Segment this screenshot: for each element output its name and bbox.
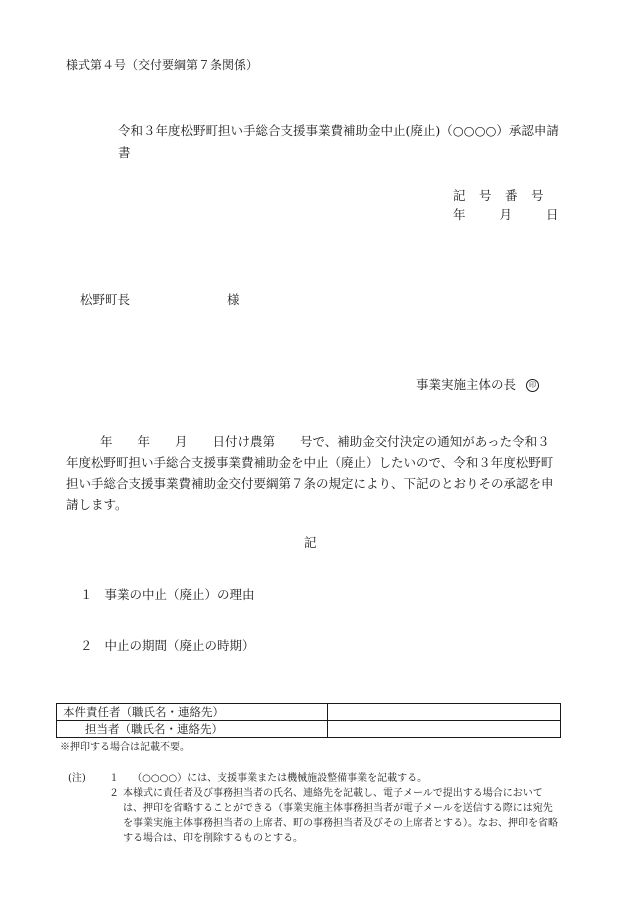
item-1-label: 事業の中止（廃止）の理由 xyxy=(104,587,255,602)
applicant-line xyxy=(416,375,539,393)
note-1-number: １ xyxy=(109,773,119,784)
table-row xyxy=(57,704,561,721)
notes-tag: (注) xyxy=(68,773,86,784)
contact-person-value-cell[interactable] xyxy=(328,721,561,738)
application-body: 年 年 月 日付け農第 号で、補助金交付決定の通知があった令和３年度松野町担い手総合支援事業費補助金を中止（廃止）したいので、令和３年度松野町担い手総合支援事業費補助金交付要綱第７条の規定により、下記のとおりその承認を申請します。 xyxy=(66,434,554,512)
item-2 xyxy=(80,636,255,654)
seal-note: ※押印する場合は記載不要。 xyxy=(60,742,190,753)
responsible-value-cell[interactable] xyxy=(328,704,561,721)
item-2-label: 中止の期間（廃止の時期） xyxy=(104,638,255,653)
table-row xyxy=(57,721,561,738)
document-date: 年 月 日 xyxy=(453,207,562,222)
seal-mark-icon: 印 xyxy=(526,379,539,392)
note-2-text: 本様式に責任者及び事務担当者の氏名、連絡先を記載し、電子メールで提出する場合においては、押印を省略することができる（事業実施主体事務担当者が電子メールを送信する際には宛先を事業実施主体事務担当者の上席者、町の事務担当者及びその上席者とする）。なお、押印を省略する場合は、印を削除するものとする。 xyxy=(123,788,558,844)
responsible-label: 本件責任者（職氏名・連絡先） xyxy=(57,704,328,721)
addressee-honorific: 様 xyxy=(227,292,240,307)
ki-heading: 記 xyxy=(304,535,317,550)
contact-person-label: 担当者（職氏名・連絡先） xyxy=(57,721,328,738)
document-title: 令和３年度松野町担い手総合支援事業費補助金中止(廃止)（○○○○）承認申請書 xyxy=(118,123,559,160)
item-2-number: ２ xyxy=(80,638,93,653)
applicant-title: 事業実施主体の長 xyxy=(416,377,517,392)
note-1-text: （○○○○）には、支援事業または機械施設整備事業を記載する。 xyxy=(132,773,428,784)
responsible-table xyxy=(56,703,561,738)
item-1-number: １ xyxy=(80,587,93,602)
item-1 xyxy=(80,585,255,603)
note-1 xyxy=(109,771,427,786)
document-number: 記 号 番 号 xyxy=(453,188,545,203)
note-2-number: ２ xyxy=(109,788,119,799)
addressee: 松野町長 xyxy=(80,292,131,307)
form-number: 様式第４号（交付要綱第７条関係） xyxy=(66,58,259,72)
note-2 xyxy=(109,786,561,846)
